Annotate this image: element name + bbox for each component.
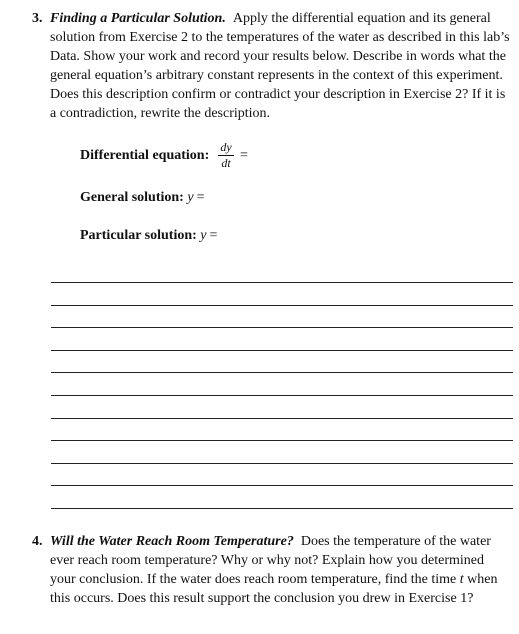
derivative-equals-sign: = bbox=[240, 148, 248, 163]
derivative-fraction bbox=[218, 141, 234, 170]
answer-line[interactable] bbox=[51, 508, 513, 509]
time-variable: t bbox=[459, 572, 464, 587]
derivative-numerator: dy bbox=[218, 141, 234, 156]
answer-line[interactable] bbox=[51, 485, 513, 486]
answer-line[interactable] bbox=[51, 350, 513, 351]
general-solution-label bbox=[80, 190, 204, 206]
exercise-4 bbox=[32, 532, 512, 608]
answer-line[interactable] bbox=[51, 327, 513, 328]
derivative-denominator: dt bbox=[221, 156, 231, 170]
exercise-title: Finding a Particular Solution. bbox=[50, 11, 226, 26]
exercise-text-part-1: Does the temperature of the water ever reach room temperature? Why or why not? Explain how you determined your conclusion. If the water does reach room temperature, find the time bbox=[50, 534, 491, 587]
answer-line[interactable] bbox=[51, 418, 513, 419]
particular-solution-equals: = bbox=[209, 228, 218, 243]
exercise-text-part-2: when this occurs. Does this result support the conclusion you drew in Exercise 1? bbox=[50, 572, 498, 606]
exercise-3 bbox=[32, 9, 512, 123]
answer-line[interactable] bbox=[51, 463, 513, 464]
particular-solution-label bbox=[80, 228, 217, 244]
particular-solution-y: y bbox=[200, 228, 207, 243]
exercise-body bbox=[50, 532, 512, 608]
exercise-number: 3. bbox=[32, 11, 43, 26]
answer-line[interactable] bbox=[51, 395, 513, 396]
exercise-text: Apply the differential equation and its general solution from Exercise 2 to the temperatures of the water as described in this lab’s Data. Show your work and record your results below. Describe in words what the general equation’s arbitrary constant represents in the context of this experiment. Does this description confirm or contradict your description in Exercise 2? If it is a contradiction, rewrite the description. bbox=[50, 11, 510, 121]
particular-solution-label-text: Particular solution: bbox=[80, 228, 197, 243]
exercise-title: Will the Water Reach Room Temperature? bbox=[50, 534, 294, 549]
answer-line[interactable] bbox=[51, 282, 513, 283]
differential-equation-label bbox=[80, 148, 209, 164]
general-solution-equals: = bbox=[196, 190, 205, 205]
exercise-number: 4. bbox=[32, 534, 43, 549]
general-solution-label-text: General solution: bbox=[80, 190, 184, 205]
answer-line[interactable] bbox=[51, 305, 513, 306]
answer-line[interactable] bbox=[51, 372, 513, 373]
general-solution-y: y bbox=[187, 190, 194, 205]
exercise-body bbox=[50, 9, 512, 123]
answer-line[interactable] bbox=[51, 440, 513, 441]
differential-equation-label-text: Differential equation: bbox=[80, 148, 210, 163]
